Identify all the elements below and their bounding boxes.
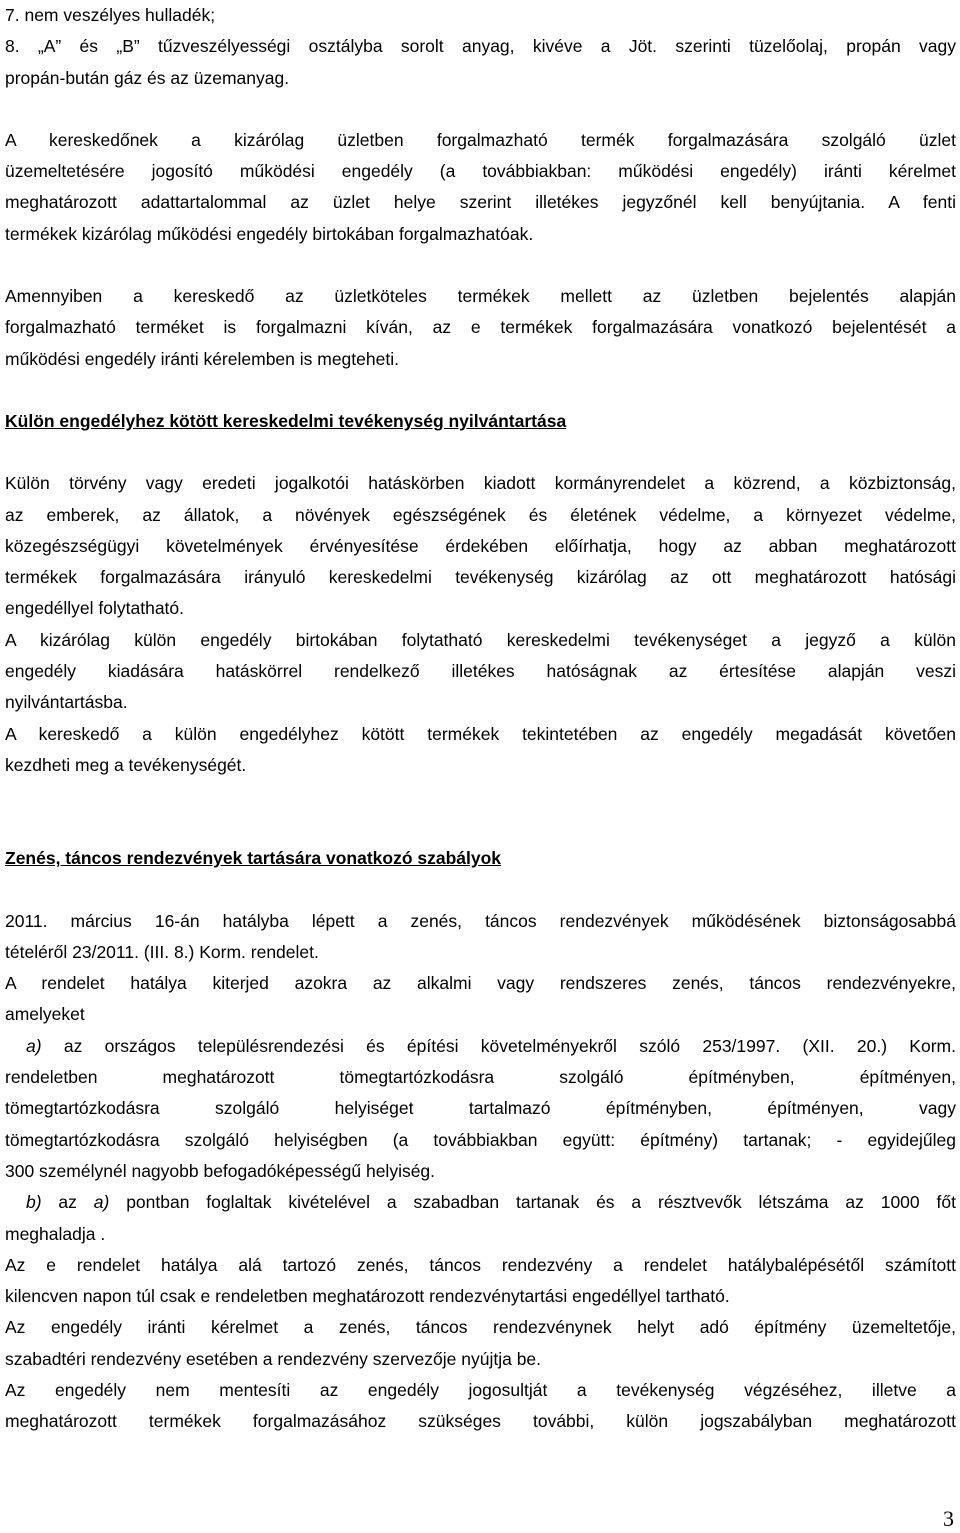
document-page — [5, 0, 956, 1438]
page-number: 3 — [943, 1506, 954, 1531]
section-heading-dance-events: Zenés, táncos rendezvények tartására vonatkozó szabályok — [5, 848, 502, 869]
list-item-a: a) az országos településrendezési és építési követelményekről szóló 253/1997. (XII. 20.) Korm. — [26, 1035, 956, 1056]
item-b-reference: a) — [93, 1192, 110, 1213]
section-heading-special-permit: Külön engedélyhez kötött kereskedelmi tevékenység nyilvántartása — [5, 410, 567, 431]
list-item-b: b) az a) pontban foglaltak kivételével a szabadban tartanak és a résztvevők létszáma az 1000 főt — [26, 1192, 956, 1213]
list-item-8-continuation: propán-bután gáz és az üzemanyag. — [5, 67, 290, 88]
list-item-8: 8. „A” és „B” tűzveszélyességi osztályba sorolt anyag, kivéve a Jöt. szerinti tüzelőolaj, propán vagy — [5, 36, 956, 57]
item-b-marker: b) — [26, 1192, 42, 1213]
section-dance-events-body: 2011. március 16-án hatályba lépett a zenés, táncos rendezvények működésének biztonságosabbá tételéről 23/2011. (III. 8.) Korm. rendelet. A rendelet hatálya kiterjed azokra az alkalmi vagy rendszeres zenés, táncos rendezvényekre, amelyeket a) az országos településrendezési és építési követelményekről szóló 253/1997. (XII. 20.) Korm. rendeletben meghatározott tömegtartózkodásra szolgáló építményben, építményen, tömegtartózkodásra szolgáló helyiséget tartalmazó építményben, építményen, vagy tömegtartózkodásra szolgáló helyiségben (a továbbiakban együtt: építmény) tartanak; - egyidejűleg 300 személynél nagyobb befogadóképességű helyiség. b) az a) pontban foglaltak kivételével a szabadban tartanak és a résztvevők létszáma az 1000 főt meghaladja . Az e rendelet hatálya alá tartozó zenés, táncos rendezvény a rendelet hatálybalépésétől számított kilencven napon túl csak e rendeletben meghatározott rendezvénytartási engedéllyel tartható. Az engedély iránti kérelmet a zenés, táncos rendezvénynek helyt adó építmény üzemeltetője, szabadtéri rendezvény esetében a rendezvény szervezője nyújtja be. Az engedély nem mentesíti az engedély jogosultját a tevékenység végzéséhez, illetve a meghatározott termékek forgalmazásához szükséges további, külön jogszabályban meghatározott — [5, 910, 956, 1432]
paragraph-notification: Amennyiben a kereskedő az üzletköteles termékek mellett az üzletben bejelentés alapján forgalmazható terméket is forgalmazni kíván, az e termékek forgalmazására vonatkozó bejelentését a működési engedély iránti kérelemben is megteheti. — [5, 286, 956, 369]
paragraph-operating-permit: A kereskedőnek a kizárólag üzletben forgalmazható termék forgalmazására szolgáló üzlet üzemeltetésére jogosító működési engedély (a továbbiakban: működési engedély) iránti kérelmet meghatározott adattartalommal az üzlet helye szerint illetékes jegyzőnél kell benyújtania. A fenti termékek kizárólag működési engedély birtokában forgalmazhatóak. — [5, 129, 956, 244]
list-item-7: 7. nem veszélyes hulladék; — [5, 5, 216, 25]
section-special-permit-body: Külön törvény vagy eredeti jogalkotói hatáskörben kiadott kormányrendelet a közrend, a közbiztonság, az emberek, az állatok, a növények egészségének és életének védelme, a környezet védelme, közegészségügyi követelmények érvényesítése érdekében előírhatja, hogy az abban meghatározott termékek forgalmazására irányuló kereskedelmi tevékenység kizárólag az ott meghatározott hatósági engedéllyel folytatható. A kizárólag külön engedély birtokában folytatható kereskedelmi tevékenységet a jegyző a külön engedély kiadására hatáskörrel rendelkező illetékes hatóságnak az értesítése alapján veszi nyilvántartásba. A kereskedő a külön engedélyhez kötött termékek tekintetében az engedély megadását követően kezdheti meg a tevékenységét. — [5, 473, 956, 775]
item-a-marker: a) — [26, 1035, 42, 1056]
